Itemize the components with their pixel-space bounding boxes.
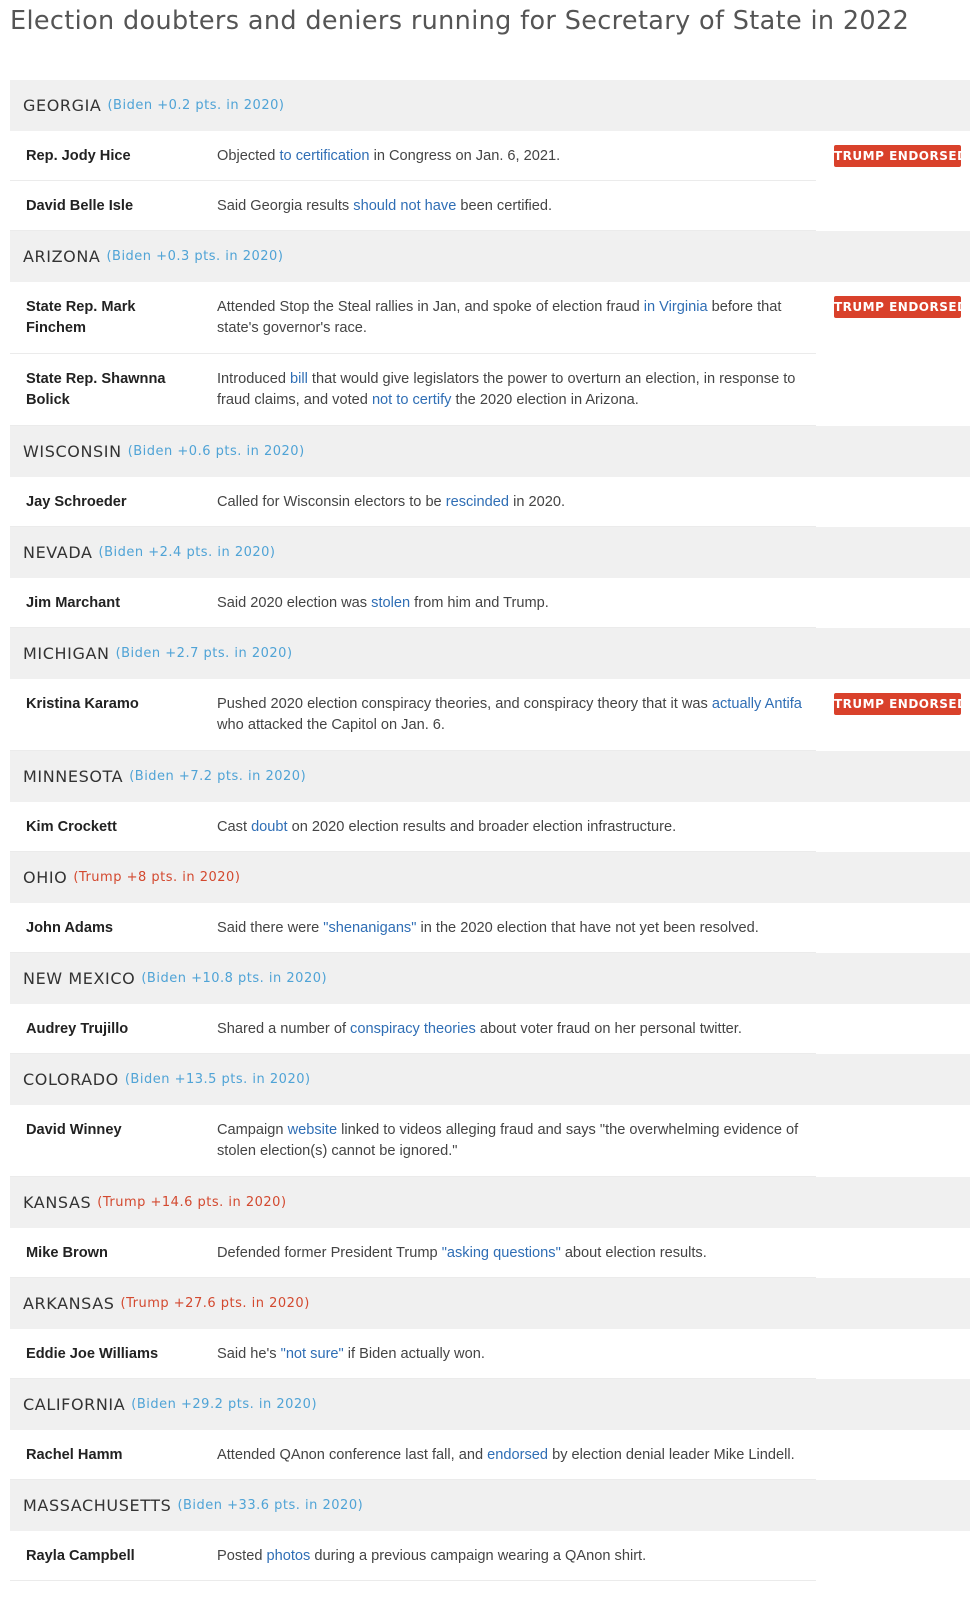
description-text: Posted (217, 1548, 267, 1564)
state-name: OHIO (23, 868, 68, 887)
source-link[interactable]: stolen (371, 595, 411, 611)
candidate-description (217, 593, 817, 614)
state-name: ARIZONA (23, 247, 101, 266)
state-name: MICHIGAN (23, 644, 110, 663)
candidate-row (10, 181, 816, 231)
state-name: GEORGIA (23, 96, 102, 115)
state-margin: (Biden +33.6 pts. in 2020) (177, 1498, 364, 1513)
trump-endorsed-badge: TRUMP ENDORSED (834, 145, 961, 167)
description-text: Said 2020 election was (217, 595, 372, 611)
description-text: Called for Wisconsin electors to be (217, 494, 446, 510)
source-link[interactable]: conspiracy theories (350, 1021, 476, 1037)
candidate-name: Audrey Trujillo (26, 1021, 129, 1037)
candidate-name: Kim Crockett (26, 819, 117, 835)
candidate-name: State Rep. Shawnna Bolick (26, 371, 166, 408)
candidate-name: Rachel Hamm (26, 1447, 123, 1463)
candidate-row (10, 131, 968, 181)
description-text: Said he's (217, 1346, 281, 1362)
description-text: linked to videos alleging fraud and says "the overwhelming evidence of stolen election(s) cannot be ignored." (217, 1122, 799, 1159)
candidate-name: State Rep. Mark Finchem (26, 299, 136, 336)
source-link[interactable]: bill (290, 371, 308, 387)
candidate-description (217, 196, 817, 217)
candidate-row (10, 679, 968, 751)
source-link[interactable]: "shenanigans" (323, 920, 417, 936)
description-text: in 2020. (509, 494, 566, 510)
description-text: from him and Trump. (410, 595, 549, 611)
source-link[interactable]: should not have (353, 198, 457, 214)
candidate-description (217, 817, 817, 838)
state-header (10, 953, 970, 1004)
state-name: KANSAS (23, 1193, 92, 1212)
state-margin: (Trump +8 pts. in 2020) (73, 870, 241, 885)
state-name: NEVADA (23, 543, 93, 562)
description-text: Attended Stop the Steal rallies in Jan, and spoke of election fraud (217, 299, 644, 315)
candidate-name: John Adams (26, 920, 114, 936)
source-link[interactable]: actually Antifa (711, 696, 802, 712)
state-header (10, 1379, 970, 1430)
candidate-description (217, 492, 817, 513)
candidate-description (217, 146, 817, 167)
candidate-description (217, 1344, 817, 1365)
source-link[interactable]: in Virginia (643, 299, 708, 315)
description-text: on 2020 election results and broader election infrastructure. (287, 819, 677, 835)
state-header (10, 1278, 970, 1329)
state-header (10, 231, 970, 282)
description-text: by election denial leader Mike Lindell. (548, 1447, 795, 1463)
state-margin: (Trump +27.6 pts. in 2020) (120, 1296, 310, 1311)
candidate-row (10, 477, 816, 527)
candidate-row (10, 282, 968, 354)
description-text: about voter fraud on her personal twitter. (475, 1021, 742, 1037)
state-header (10, 852, 970, 903)
state-margin: (Biden +10.8 pts. in 2020) (141, 971, 328, 986)
description-text: during a previous campaign wearing a QAnon shirt. (310, 1548, 647, 1564)
description-text: been certified. (456, 198, 553, 214)
state-header (10, 628, 970, 679)
trump-endorsed-badge: TRUMP ENDORSED (834, 693, 961, 715)
description-text: if Biden actually won. (343, 1346, 485, 1362)
description-text: in Congress on Jan. 6, 2021. (369, 148, 561, 164)
state-name: MINNESOTA (23, 767, 124, 786)
state-name: NEW MEXICO (23, 969, 136, 988)
state-name: COLORADO (23, 1070, 119, 1089)
state-margin: (Trump +14.6 pts. in 2020) (97, 1195, 287, 1210)
state-header (10, 751, 970, 802)
candidate-name: Mike Brown (26, 1245, 108, 1261)
description-text: Attended QAnon conference last fall, and (217, 1447, 488, 1463)
state-name: MASSACHUSETTS (23, 1496, 172, 1515)
description-text: Objected (217, 148, 280, 164)
candidate-description (217, 1120, 817, 1162)
state-margin: (Biden +2.7 pts. in 2020) (115, 646, 293, 661)
candidate-name: Rayla Campbell (26, 1548, 135, 1564)
description-text: Said Georgia results (217, 198, 354, 214)
state-header (10, 1177, 970, 1228)
state-margin: (Biden +2.4 pts. in 2020) (98, 545, 276, 560)
description-text: who attacked the Capitol on Jan. 6. (217, 717, 445, 733)
state-header (10, 426, 970, 477)
candidate-row (10, 903, 816, 953)
candidate-description (217, 694, 817, 736)
candidate-row (10, 1430, 816, 1480)
candidate-row (10, 1228, 816, 1278)
candidate-description (217, 369, 817, 411)
description-text: Cast (217, 819, 252, 835)
description-text: that would give legislators the power to overturn an election, in response to fraud claims, and voted (217, 371, 796, 408)
source-link[interactable]: photos (266, 1548, 311, 1564)
candidate-name: Rep. Jody Hice (26, 148, 131, 164)
description-text: Defended former President Trump (217, 1245, 442, 1261)
description-text: Campaign (217, 1122, 288, 1138)
description-text: Pushed 2020 election conspiracy theories, and conspiracy theory that it was (217, 696, 712, 712)
candidate-row (10, 1105, 816, 1177)
source-link[interactable]: doubt (251, 819, 288, 835)
description-text: in the 2020 election that have not yet been resolved. (416, 920, 759, 936)
state-header (10, 1480, 970, 1531)
description-text: about election results. (560, 1245, 707, 1261)
candidate-name: Jay Schroeder (26, 494, 127, 510)
source-link[interactable]: "not sure" (280, 1346, 344, 1362)
state-name: ARKANSAS (23, 1294, 115, 1313)
candidate-name: Eddie Joe Williams (26, 1346, 159, 1362)
description-text: before that state's governor's race. (217, 299, 782, 336)
candidate-row (10, 578, 816, 628)
source-link[interactable]: to certification (279, 148, 370, 164)
candidates-table (10, 80, 970, 1581)
page-title: Election doubters and deniers running for Secretary of State in 2022 (10, 6, 910, 36)
trump-endorsed-badge: TRUMP ENDORSED (834, 296, 961, 318)
candidate-row (10, 354, 816, 426)
candidate-description (217, 918, 817, 939)
candidate-description (217, 297, 817, 339)
state-margin: (Biden +7.2 pts. in 2020) (129, 769, 307, 784)
source-link[interactable]: endorsed (487, 1447, 549, 1463)
source-link[interactable]: not to certify (371, 392, 452, 408)
state-margin: (Biden +0.2 pts. in 2020) (107, 98, 285, 113)
candidate-name: David Winney (26, 1122, 122, 1138)
candidate-row (10, 802, 816, 852)
state-header (10, 1054, 970, 1105)
description-text: Introduced (217, 371, 291, 387)
source-link[interactable]: website (287, 1122, 338, 1138)
state-margin: (Biden +0.3 pts. in 2020) (106, 249, 284, 264)
candidate-description (217, 1243, 817, 1264)
state-name: CALIFORNIA (23, 1395, 126, 1414)
state-margin: (Biden +13.5 pts. in 2020) (124, 1072, 311, 1087)
description-text: Said there were (217, 920, 324, 936)
state-header (10, 527, 970, 578)
candidate-name: David Belle Isle (26, 198, 134, 214)
state-margin: (Biden +0.6 pts. in 2020) (127, 444, 305, 459)
description-text: the 2020 election in Arizona. (451, 392, 639, 408)
source-link[interactable]: "asking questions" (441, 1245, 561, 1261)
candidate-name: Jim Marchant (26, 595, 121, 611)
candidate-row (10, 1329, 816, 1379)
candidate-description (217, 1445, 817, 1466)
candidate-row (10, 1004, 816, 1054)
candidate-row (10, 1531, 816, 1581)
candidate-description (217, 1546, 817, 1567)
candidate-description (217, 1019, 817, 1040)
candidate-name: Kristina Karamo (26, 696, 139, 712)
state-name: WISCONSIN (23, 442, 122, 461)
source-link[interactable]: rescinded (445, 494, 510, 510)
description-text: Shared a number of (217, 1021, 351, 1037)
state-margin: (Biden +29.2 pts. in 2020) (131, 1397, 318, 1412)
state-header (10, 80, 970, 131)
